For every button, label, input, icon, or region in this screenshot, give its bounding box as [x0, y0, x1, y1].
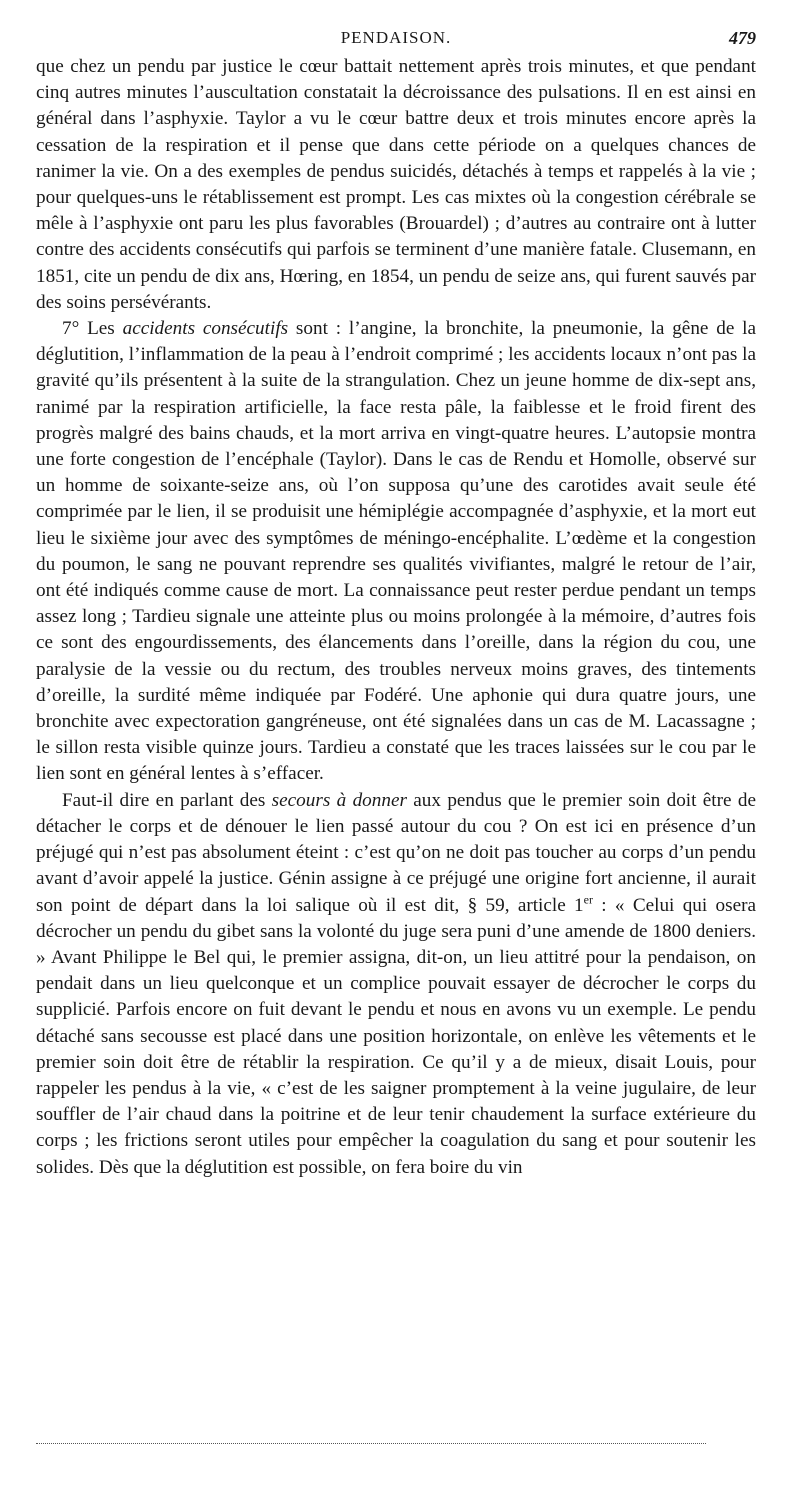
italic-text: secours à donner: [271, 789, 407, 811]
footer-rule: [36, 1443, 706, 1444]
text-segment: que chez un pendu par justice le cœur battait nettement après trois minutes, et que pendant cinq autres minutes l’auscultation constatait la décroissance des pulsations. Il en est ainsi en général dans l’asphyxie. Taylor a vu le cœur battre deux et trois minutes encore après la cessation de la respiration et il pense que dans cette période on a quelques chances de ranimer la vie. On a des exemples de pendus suicidés, détachés à temps et rappelés à la vie ; pour quelques-uns le rétablissement est prompt. Les cas mixtes où la congestion cérébrale se mêle à l’asphyxie ont paru les plus favorables (Brouardel) ; d’autres au contraire ont à lutter contre des accidents consécutifs qui parfois se terminent d’une manière fatale. Clusemann, en 1851, cite un pendu de dix ans, Hœring, en 1854, un pendu de seize ans, qui furent sauvés par des soins persévérants.: [36, 56, 756, 313]
paragraph: [36, 316, 756, 788]
superscript-text: er: [583, 892, 593, 907]
paragraph: [36, 54, 756, 316]
paragraph: [36, 788, 756, 1181]
page-number: 479: [729, 28, 756, 48]
body-text: [36, 54, 756, 1181]
text-segment: : « Celui qui osera décrocher un pendu du gibet sans la volonté du juge sera puni d’une amende de 1800 deniers. » Avant Philippe le Bel qui, le premier assigna, dit-on, un lieu attitré pour la pendaison, on pendait dans un lieu quelconque et un complice pouvait essayer de décrocher le corps du supplicié. Parfois encore on fuit devant le pendu et nous en avons vu un exemple. Le pendu détaché sans secousse est placé dans une position horizontale, on enlève les vêtements et le premier soin doit être de rétablir la respiration. Ce qu’il y a de mieux, disait Louis, pour rappeler les pendus à la vie, « c’est de les saigner promptement à la veine jugulaire, de leur souffler de l’air chaud dans la poitrine et de leur tenir chaudement la surface extérieure du corps ; les frictions seront utiles pour empêcher la coagulation du sang et pour soutenir les solides. Dès que la déglutition est possible, on fera boire du vin: [36, 894, 756, 1178]
italic-text: accidents consécutifs: [122, 318, 289, 340]
text-segment: Faut-il dire en parlant des: [62, 789, 272, 811]
text-segment: sont : l’angine, la bronchite, la pneumonie, la gêne de la déglutition, l’inflammation de la peau à l’endroit comprimé ; les accidents locaux n’ont pas la gravité qu’ils présentent à la suite de la strangulation. Chez un jeune homme de dix-sept ans, ranimé par la respiration artificielle, la face resta pâle, la faiblesse et le froid firent des progrès malgré des bains chauds, et la mort arriva en vingt-quatre heures. L’autopsie montra une forte congestion de l’encéphale (Taylor). Dans le cas de Rendu et Homolle, observé sur un homme de soixante-seize ans, où l’on supposa qu’une des carotides avait seule été comprimée par le lien, il se produisit une hémiplégie accompagnée d’asphyxie, et la mort eut lieu le sixième jour avec des symptômes de méningo-encéphalite. L’œdème et la congestion du poumon, le sang ne pouvant reprendre ses qualités vivifiantes, malgré le retour de l’air, ont été indiqués comme cause de mort. La connaissance peut rester perdue pendant un temps assez long ; Tardieu signale une atteinte plus ou moins prolongée à la mémoire, d’autres fois ce sont des engourdissements, des élancements dans l’oreille, dans la région du cou, une paralysie de la vessie ou du rectum, des troubles nerveux moins graves, des tintements d’oreille, la surdité même indiquée par Fodéré. Une aphonie qui dura quatre jours, une bronchite avec expectoration gangréneuse, ont été signalées dans un cas de M. Lacassagne ; le sillon resta visible quinze jours. Tardieu a constaté que les traces laissées sur le cou par le lien sont en général lentes à s’effacer.: [36, 318, 756, 785]
running-title: PENDAISON.: [340, 28, 452, 47]
book-page: [36, 28, 756, 1181]
text-segment: 7° Les: [62, 318, 123, 340]
text-segment: aux pendus que le premier soin doit être de détacher le corps et de dénouer le lien passé autour du cou ? On est ici en présence d’un préjugé qui n’est pas absolument éteint : c’est qu’on ne doit pas toucher au corps d’un pendu avant d’avoir appelé la justice. Génin assigne à ce préjugé une origine fort ancienne, il aurait son point de départ dans la loi salique où il est dit, § 59, article 1: [36, 789, 756, 916]
running-header: [36, 28, 756, 54]
